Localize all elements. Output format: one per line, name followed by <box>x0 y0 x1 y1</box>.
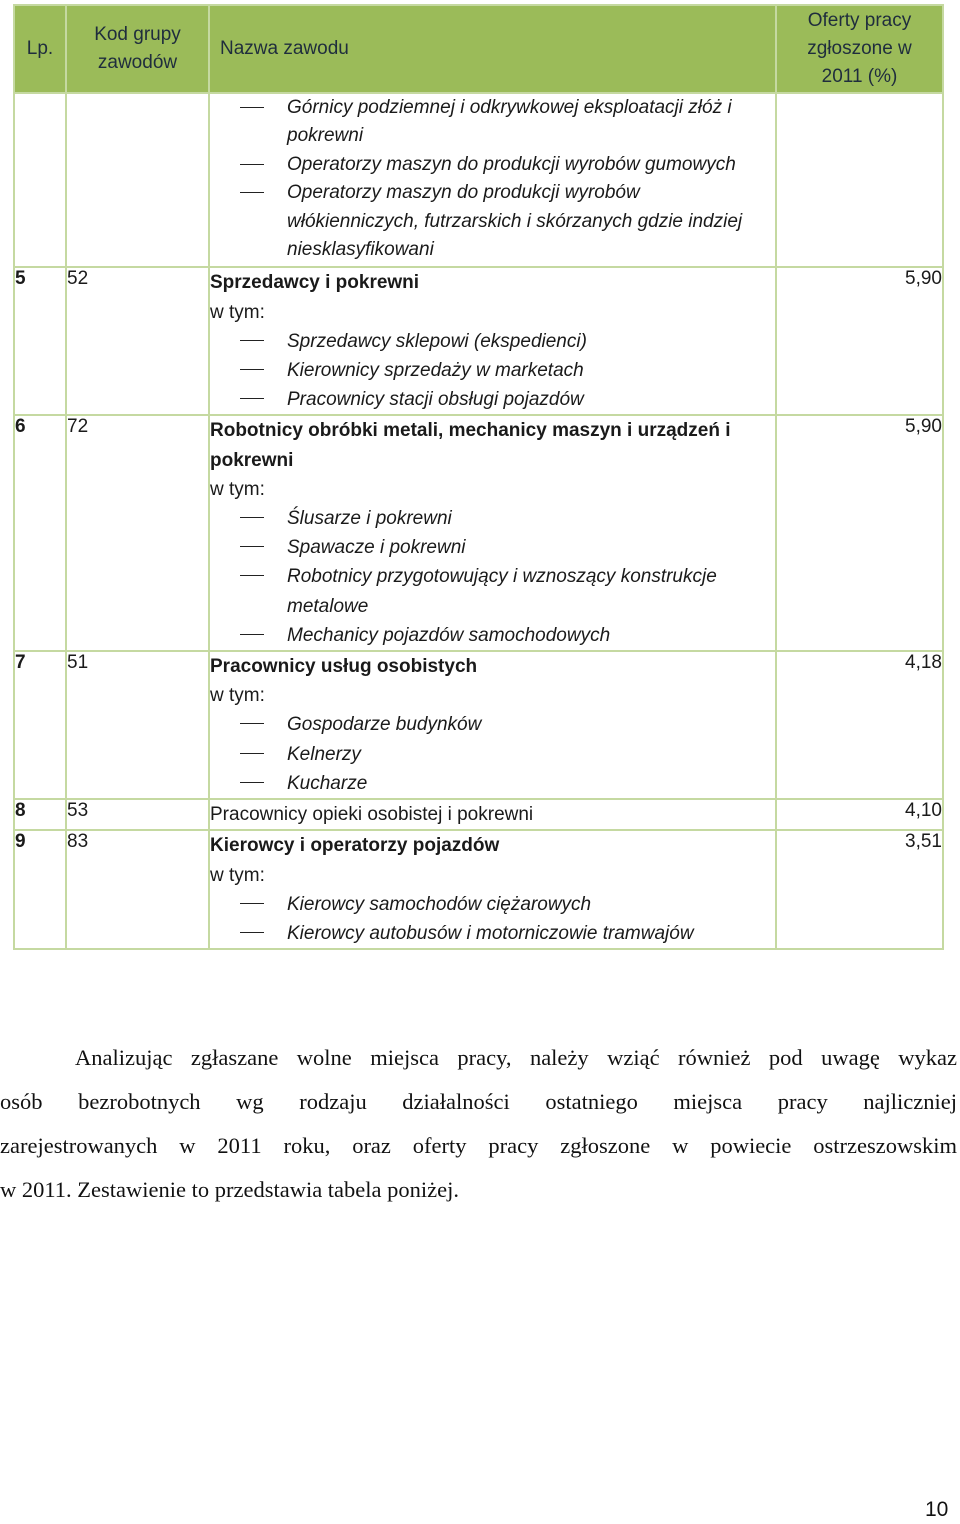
row-kod: 72 <box>66 415 209 651</box>
list-item: Kierowcy autobusów i motorniczowie tramwajów <box>210 919 775 948</box>
header-oferty: Oferty pracy zgłoszone w 2011 (%) <box>776 5 943 93</box>
row-value: 3,51 <box>776 830 943 949</box>
row-lp: 5 <box>14 267 66 415</box>
list-item: Mechanicy pojazdów samochodowych <box>210 621 775 650</box>
row-value: 5,90 <box>776 415 943 651</box>
table-row <box>14 830 943 949</box>
row-kod: 83 <box>66 830 209 949</box>
header-kod: Kod grupy zawodów <box>66 5 209 93</box>
paragraph-line-4: w 2011. Zestawienie to przedstawia tabela poniżej. <box>0 1177 459 1202</box>
row-value: 5,90 <box>776 267 943 415</box>
row-nazwa: Pracownicy usług osobistych <box>210 656 478 678</box>
list-item: Robotnicy przygotowujący i wznoszący konstrukcje metalowe <box>210 562 775 620</box>
paragraph-line-3: zarejestrowanych w 2011 roku, oraz oferty pracy zgłoszone w powiecie ostrzeszowskim <box>0 1133 957 1158</box>
list-item: Pracownicy stacji obsługi pojazdów <box>210 385 775 414</box>
header-nazwa: Nazwa zawodu <box>209 5 776 93</box>
table-row <box>14 415 943 651</box>
occupations-table <box>13 4 944 950</box>
header-lp: Lp. <box>14 5 66 93</box>
table-row-continued <box>14 93 943 267</box>
row-wtym: w tym: <box>210 478 265 500</box>
row-kod: 51 <box>66 651 209 799</box>
row-nazwa: Sprzedawcy i pokrewni <box>210 272 420 294</box>
list-item: Kucharze <box>210 769 775 798</box>
row-wtym: w tym: <box>210 685 265 707</box>
table-header-row <box>14 5 943 93</box>
list-item: Operatorzy maszyn do produkcji wyrobów włókienniczych, futrzarskich i skórzanych gdzie indziej niesklasyfikowani <box>210 179 775 264</box>
list-item: Operatorzy maszyn do produkcji wyrobów gumowych <box>210 151 775 179</box>
row-nazwa: Robotnicy obróbki metali, mechanicy maszyn i urządzeń i pokrewni <box>210 420 731 471</box>
page-number: 10 <box>925 1498 949 1521</box>
table-row <box>14 651 943 799</box>
row-lp: 9 <box>14 830 66 949</box>
row-value: 4,18 <box>776 651 943 799</box>
row-wtym: w tym: <box>210 864 265 886</box>
body-paragraph <box>0 1036 957 1212</box>
row-nazwa: Kierowcy i operatorzy pojazdów <box>210 835 500 857</box>
list-item: Kierowcy samochodów ciężarowych <box>210 890 775 919</box>
list-item: Ślusarze i pokrewni <box>210 504 775 533</box>
row-wtym: w tym: <box>210 301 265 323</box>
list-item: Sprzedawcy sklepowi (ekspedienci) <box>210 327 775 356</box>
row-value: 4,10 <box>776 799 943 830</box>
list-item: Gospodarze budynków <box>210 710 775 739</box>
row-lp: 7 <box>14 651 66 799</box>
row-kod: 52 <box>66 267 209 415</box>
row-kod: 53 <box>66 799 209 830</box>
paragraph-line-1: Analizując zgłaszane wolne miejsca pracy, należy wziąć również pod uwagę wykaz <box>75 1045 957 1070</box>
table-row <box>14 267 943 415</box>
list-item: Spawacze i pokrewni <box>210 533 775 562</box>
paragraph-line-2: osób bezrobotnych wg rodzaju działalności ostatniego miejsca pracy najliczniej <box>0 1089 957 1114</box>
row-lp: 8 <box>14 799 66 830</box>
list-item: Górnicy podziemnej i odkrywkowej eksploatacji złóż i pokrewni <box>210 94 775 151</box>
row-nazwa: Pracownicy opieki osobistej i pokrewni <box>210 804 534 826</box>
table-row <box>14 799 943 830</box>
list-item: Kelnerzy <box>210 740 775 769</box>
row-lp: 6 <box>14 415 66 651</box>
list-item: Kierownicy sprzedaży w marketach <box>210 356 775 385</box>
